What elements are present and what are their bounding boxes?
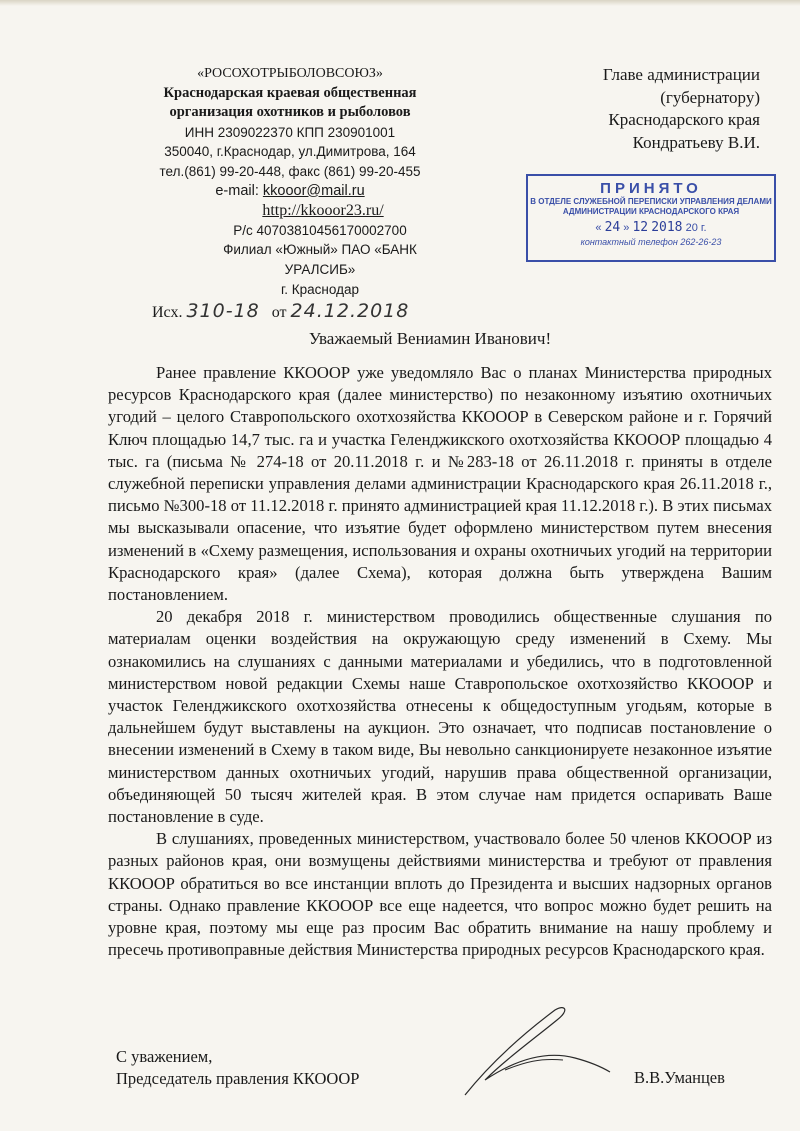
received-stamp xyxy=(526,174,776,262)
ref-date: 24.12.2018 xyxy=(290,300,410,322)
stamp-date xyxy=(528,220,774,235)
stamp-date-suffix: 20 г. xyxy=(685,222,707,234)
sender-email-line xyxy=(140,182,440,202)
paragraph-3: В слушаниях, проведенных министерством, участвовало более 50 членов ККОООР из разных районов края, они возмущены действиями министерства и требуют от правления ККОООР обратиться во все инстанции вплоть до Президента и высших надзорных органов страны. Однако правление ККОООР все еще надеется, что вопрос можно будет решить на уровне края, поэтому мы еще раз просим Вас обратить внимание на нашу проблему и пресечь противоправные действия Министерства природных ресурсов Краснодарского края. xyxy=(108,829,772,960)
sender-block xyxy=(140,64,440,299)
sender-org-name-2: организация охотников и рыболовов xyxy=(169,104,411,121)
recipient-line-1: Главе администрации xyxy=(602,65,760,84)
outgoing-reference xyxy=(152,300,409,322)
stamp-date-year: 2018 xyxy=(651,220,683,235)
sender-email[interactable]: kkooor@mail.ru xyxy=(262,182,365,199)
sender-bank: Филиал «Южный» ПАО «БАНК УРАЛСИБ» xyxy=(223,242,417,277)
paragraph-1: Ранее правление ККОООР уже уведомляло Вас о планах Министерства природных ресурсов Краснодарского края (далее министерство) по незаконному изъятию охотничьих угодий – целого Ставропольского охотхозяйства ККОООР в Северском районе и г. Горячий Ключ площадью 14,7 тыс. га и участка Геленджикского охотхозяйства ККОООР площадью 4 тыс. га (письма № 274-18 от 20.11.2018 г. и №283-18 от 26.11.2018 г. приняты в отделе служебной переписки управления делами администрации Краснодарского края 26.11.2018 г., письмо №300-18 от 11.12.2018 г. принято администрацией края 11.12.2018 г.). В этих письмах мы высказывали опасение, что изъятие будет оформлено министерством путем внесения изменений в «Схему размещения, использования и охраны охотничьих угодий на территории Краснодарского края» (далее Схема), которая должна быть утверждена Вашим постановлением. xyxy=(108,363,772,605)
stamp-line-1: В ОТДЕЛЕ СЛУЖЕБНОЙ ПЕРЕПИСКИ УПРАВЛЕНИЯ ДЕЛАМИ xyxy=(530,197,772,206)
closing-line-2: Председатель правления ККОООР xyxy=(116,1069,360,1088)
sender-address: 350040, г.Краснодар, ул.Димитрова, 164 xyxy=(164,144,416,160)
stamp-date-day: 24 xyxy=(604,220,621,235)
paragraph-2: 20 декабря 2018 г. министерством проводились общественные слушания по материалам оценки воздействия на окружающую среду изменений в Схему. Мы ознакомились на слушаниях с данными материалами и убедились, что в подготовленной министерством новой редакции Схемы наше Ставропольское охотхозяйство ККОООР и участок Геленджикского охотхозяйства отнесены к общедоступным угодьям, которые в дальнейшем будут выставлены на аукцион. Это означает, что подписав постановление о внесении изменений в Схему в таком виде, Вы невольно санкционируете незаконное изъятие министерством данных охотничьих угодий, нарушив права общественной организации, объединяющей 50 тысяч жителей края. В этом случае нам придется оспаривать Ваше постановление в суде. xyxy=(108,607,772,827)
closing-block xyxy=(116,1046,359,1090)
ref-out-number: 310-18 xyxy=(186,300,260,322)
page-edge xyxy=(0,0,800,6)
greeting: Уважаемый Вениамин Иванович! xyxy=(308,329,552,348)
recipient-line-4: Кондратьеву В.И. xyxy=(632,132,760,152)
closing-line-1: С уважением, xyxy=(116,1047,213,1066)
letter-body xyxy=(108,362,772,961)
stamp-date-open: « xyxy=(595,222,602,234)
recipient-line-3: Краснодарского края xyxy=(608,110,760,129)
signature-icon xyxy=(445,1000,615,1110)
recipient-line-2: (губернатору) xyxy=(660,87,760,107)
sender-city: г. Краснодар xyxy=(281,281,359,297)
recipient-block xyxy=(540,64,760,154)
sender-org-name-1: Краснодарская краевая общественная xyxy=(163,84,417,101)
stamp-date-month: 12 xyxy=(632,220,649,235)
sender-phones: тел.(861) 99-20-448, факс (861) 99-20-455 xyxy=(159,163,421,179)
stamp-line-2: АДМИНИСТРАЦИИ КРАСНОДАРСКОГО КРАЯ xyxy=(562,207,740,216)
sender-org-short: «РОСОХОТРЫБОЛОВСОЮЗ» xyxy=(197,66,383,81)
sender-inn: ИНН 2309022370 КПП 230901001 xyxy=(184,124,396,140)
ref-out-label: Исх. xyxy=(152,304,183,321)
ref-date-label: от xyxy=(271,304,287,321)
stamp-phone: контактный телефон 262-26-23 xyxy=(580,237,722,247)
stamp-title: ПРИНЯТО xyxy=(600,180,702,197)
stamp-date-close: » xyxy=(623,222,630,234)
signer-name: В.В.Уманцев xyxy=(634,1068,725,1087)
sender-account: Р/с 40703810456170002700 xyxy=(233,222,407,238)
sender-email-label: e-mail: xyxy=(215,182,263,199)
sender-website[interactable]: http://kkooor23.ru/ xyxy=(262,202,384,220)
